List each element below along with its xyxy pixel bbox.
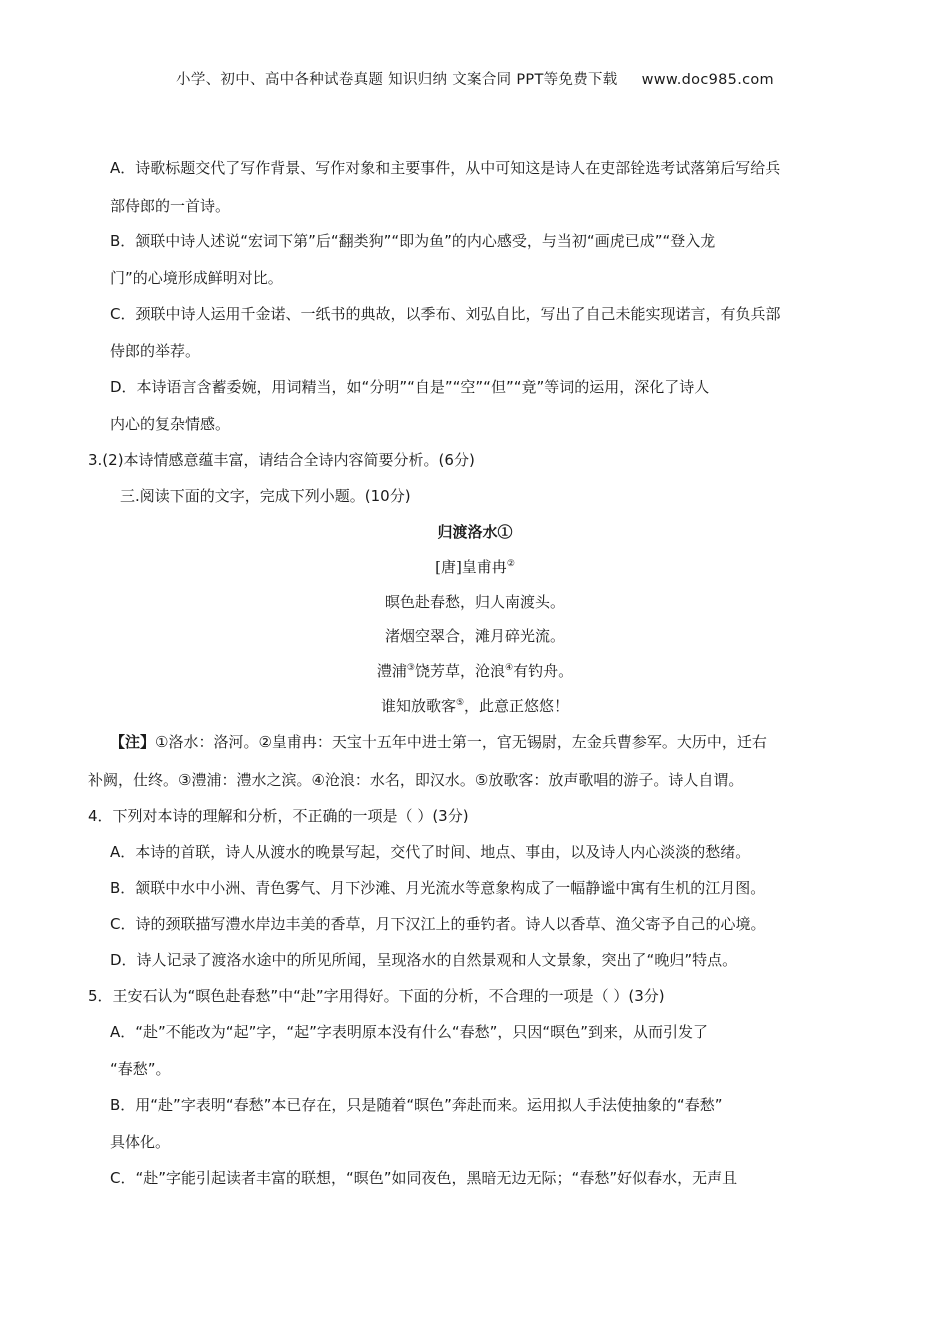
q3-option-c-line2: 侍郎的举荐。 [110,342,201,360]
poem-line-4 [0,696,950,716]
note-mark-5: ⑤ [455,698,465,708]
header-site-link[interactable]: www.doc985.com [641,72,774,88]
q3-option-b-line1: B．颔联中诗人述说“宏词下第”后“翻类狗”“即为鱼”的内心感受，与当初“画虎已成”“登入龙 [110,232,716,250]
q3-option-c-line1: C．颈联中诗人运用千金诺、一纸书的典故，以季布、刘弘自比，写出了自己未能实现诺言，有负兵部 [110,305,781,323]
note-text-1: ①洛水：洛河。②皇甫冉：天宝十五年中进士第一，官无锡尉，左金兵曹参军。大历中，迁右 [155,733,767,751]
poem-line-3-part-b: 饶芳草，沧浪 [414,662,505,680]
q3-option-d-line2: 内心的复杂情感。 [110,415,231,433]
note-mark-4: ④ [505,663,514,673]
q3-option-a-line1: A．诗歌标题交代了写作背景、写作对象和主要事件，从中可知这是诗人在吏部铨选考试落第后写给兵 [110,159,781,177]
q4-option-d: D．诗人记录了渡洛水途中的所见所闻，呈现洛水的自然景观和人文景象，突出了“晚归”特点。 [110,951,738,969]
page-header [0,68,950,89]
q5-option-b-line2: 具体化。 [110,1133,171,1151]
note-label: 【注】 [110,733,156,751]
poem-line-1: 暝色赴春愁，归人南渡头。 [384,593,565,611]
q3-2-question: 3.(2)本诗情感意蕴丰富，请结合全诗内容简要分析。(6分) [88,451,475,469]
header-text: 小学、初中、高中各种试卷真题 知识归纳 文案合同 PPT等免费下载 [176,72,618,88]
poem-title: 归渡洛水① [437,523,513,541]
q4-option-c: C．诗的颈联描写澧水岸边丰美的香草，月下汉江上的垂钓者。诗人以香草、渔父寄予自己的心境。 [110,915,766,933]
poem-line-2: 渚烟空翠合，滩月碎光流。 [384,627,565,645]
poem-line-3-part-a: 澧浦 [376,662,407,680]
q4-option-b: B．颔联中水中小洲、青色雾气、月下沙滩、月光流水等意象构成了一幅静谧中寓有生机的江月图。 [110,879,766,897]
poem-line-3 [0,661,950,681]
poem-author [0,557,950,577]
poem-author-text: [唐]皇甫冉 [435,558,507,576]
q3-option-b-line2: 门”的心境形成鲜明对比。 [110,269,283,287]
poem-author-note-mark: ② [506,559,515,569]
poem-line-4-part-a: 谁知放歌客 [380,697,456,715]
note-line-2: 补阙，仕终。③澧浦：澧水之滨。④沧浪：水名，即汉水。⑤放歌客：放声歌唱的游子。诗人自谓。 [88,771,744,789]
q5-stem: 5．王安石认为“暝色赴春愁”中“赴”字用得好。下面的分析，不合理的一项是（ ）(3分) [88,987,665,1005]
section-3-heading: 三.阅读下面的文字，完成下列小题。(10分) [120,487,411,505]
note-line-1 [110,732,767,752]
q3-option-a-line2: 部侍郎的一首诗。 [110,197,231,215]
note-mark-3: ③ [406,663,415,673]
q5-option-c-line1: C．“赴”字能引起读者丰富的联想，“暝色”如同夜色，黑暗无边无际；“春愁”好似春水，无声且 [110,1169,738,1187]
q5-option-a-line1: A．“赴”不能改为“起”字，“起”字表明原本没有什么“春愁”，只因“暝色”到来，从而引发了 [110,1023,708,1041]
poem-line-4-part-b: ，此意正悠悠！ [464,697,570,715]
q5-option-b-line1: B．用“赴”字表明“春愁”本已存在，只是随着“暝色”奔赴而来。运用拟人手法使抽象的“春愁” [110,1096,723,1114]
q4-stem: 4．下列对本诗的理解和分析，不正确的一项是（ ）(3分) [88,807,469,825]
q3-option-d-line1: D．本诗语言含蓄委婉，用词精当，如“分明”“自是”“空”“但”“竟”等词的运用，深化了诗人 [110,378,710,396]
q5-option-a-line2: “春愁”。 [110,1060,171,1078]
poem-line-3-part-c: 有钓舟。 [513,662,574,680]
q4-option-a: A．本诗的首联，诗人从渡水的晚景写起，交代了时间、地点、事由，以及诗人内心淡淡的愁绪。 [110,843,751,861]
